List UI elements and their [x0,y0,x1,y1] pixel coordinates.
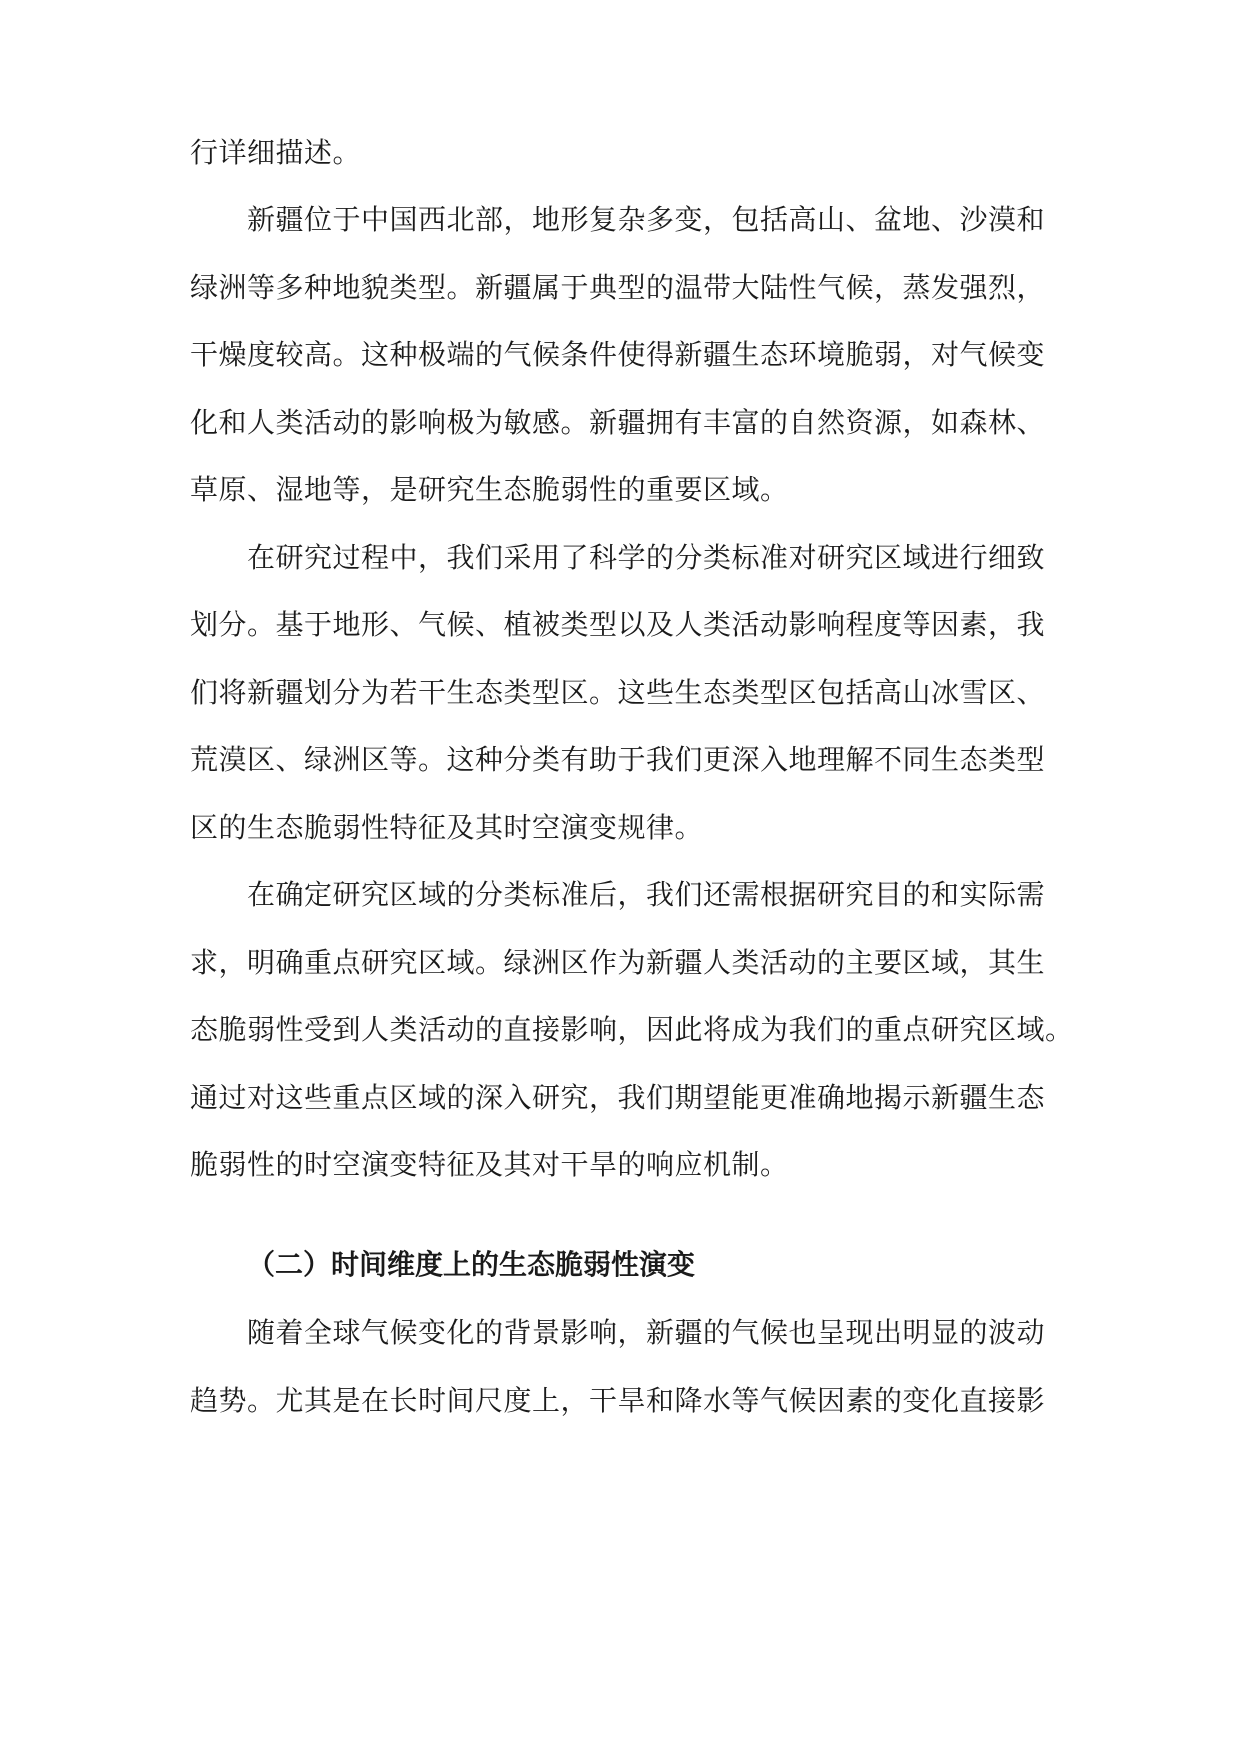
paragraph-line: 草原、湿地等，是研究生态脆弱性的重要区域。 [190,473,789,506]
paragraph-line: 脆弱性的时空演变特征及其对干旱的响应机制。 [190,1148,789,1181]
paragraph-line: 求，明确重点研究区域。绿洲区作为新疆人类活动的主要区域，其生 [190,946,1046,979]
paragraph-line: 划分。基于地形、气候、植被类型以及人类活动影响程度等因素，我 [190,608,1046,641]
paragraph-line: 区的生态脆弱性特征及其时空演变规律。 [190,811,704,844]
paragraph-line: 通过对这些重点区域的深入研究，我们期望能更准确地揭示新疆生态 [190,1081,1046,1114]
paragraph-line: 随着全球气候变化的背景影响，新疆的气候也呈现出明显的波动 [247,1316,1046,1349]
paragraph-line: 绿洲等多种地貌类型。新疆属于典型的温带大陆性气候，蒸发强烈， [190,271,1046,304]
paragraph-line: 新疆位于中国西北部，地形复杂多变，包括高山、盆地、沙漠和 [247,203,1046,236]
paragraph-line: 们将新疆划分为若干生态类型区。这些生态类型区包括高山冰雪区、 [190,676,1046,709]
paragraph-line: 干燥度较高。这种极端的气候条件使得新疆生态环境脆弱，对气候变 [190,338,1046,371]
paragraph-line: 在确定研究区域的分类标准后，我们还需根据研究目的和实际需 [247,878,1046,911]
section-heading: （二）时间维度上的生态脆弱性演变 [247,1248,696,1281]
paragraph-line: 趋势。尤其是在长时间尺度上，干旱和降水等气候因素的变化直接影 [190,1384,1046,1417]
paragraph-line: 态脆弱性受到人类活动的直接影响，因此将成为我们的重点研究区域。 [190,1013,1074,1046]
paragraph-line: 化和人类活动的影响极为敏感。新疆拥有丰富的自然资源，如森林、 [190,406,1046,439]
paragraph-line: 荒漠区、绿洲区等。这种分类有助于我们更深入地理解不同生态类型 [190,743,1046,776]
paragraph-line: 在研究过程中，我们采用了科学的分类标准对研究区域进行细致 [247,541,1046,574]
paragraph-line: 行详细描述。 [190,136,362,169]
